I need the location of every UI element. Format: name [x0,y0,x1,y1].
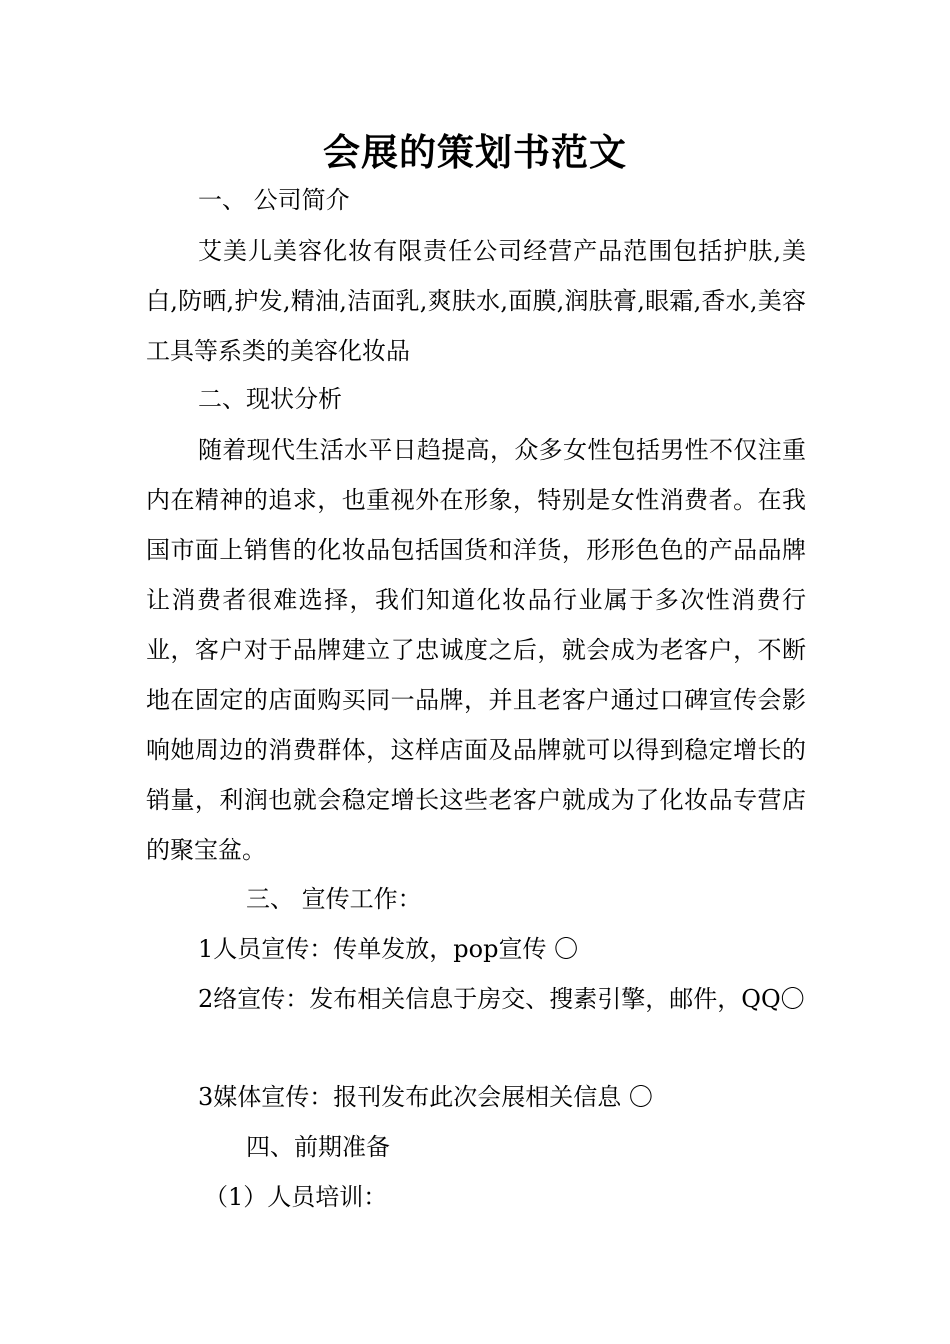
section-heading-company-intro: 一、 公司简介 [198,186,350,214]
section-heading-preparation: 四、前期准备 [246,1133,390,1161]
list-item-personnel-publicity: 1人员宣传：传单发放，pop宣传 〇 [198,935,579,963]
paragraph-company-intro: 艾美儿美容化妆有限责任公司经营产品范围包括护肤,美白,防晒,护发,精油,洁面乳,爽肤水,面膜,润肤膏,眼霜,香水,美容工具等系类的美容化妆品 [146,237,806,365]
list-item-network-publicity: 2络宣传：发布相关信息于房交、搜素引擎，邮件，QQ〇 [198,985,805,1013]
paragraph-status-analysis: 随着现代生活水平日趋提高，众多女性包括男性不仅注重内在精神的追求，也重视外在形象，特别是女性消费者。在我国市面上销售的化妆品包括国货和洋货，形形色色的产品品牌让消费者很难选择，我们知道化妆品行业属于多次性消费行业，客户对于品牌建立了忠诚度之后，就会成为老客户，不断地在固定的店面购买同一品牌，并且老客户通过口碑宣传会影响她周边的消费群体，这样店面及品牌就可以得到稳定增长的销量，利润也就会稳定增长这些老客户就成为了化妆品专营店的聚宝盆。 [146,436,806,864]
list-item-staff-training: （1）人员培训： [204,1183,388,1211]
list-item-media-publicity: 3媒体宣传：报刊发布此次会展相关信息 〇 [198,1083,653,1111]
section-heading-publicity: 三、 宣传工作： [246,885,422,913]
document-title: 会展的策划书范文 [323,130,627,174]
section-heading-status-analysis: 二、现状分析 [198,385,342,413]
